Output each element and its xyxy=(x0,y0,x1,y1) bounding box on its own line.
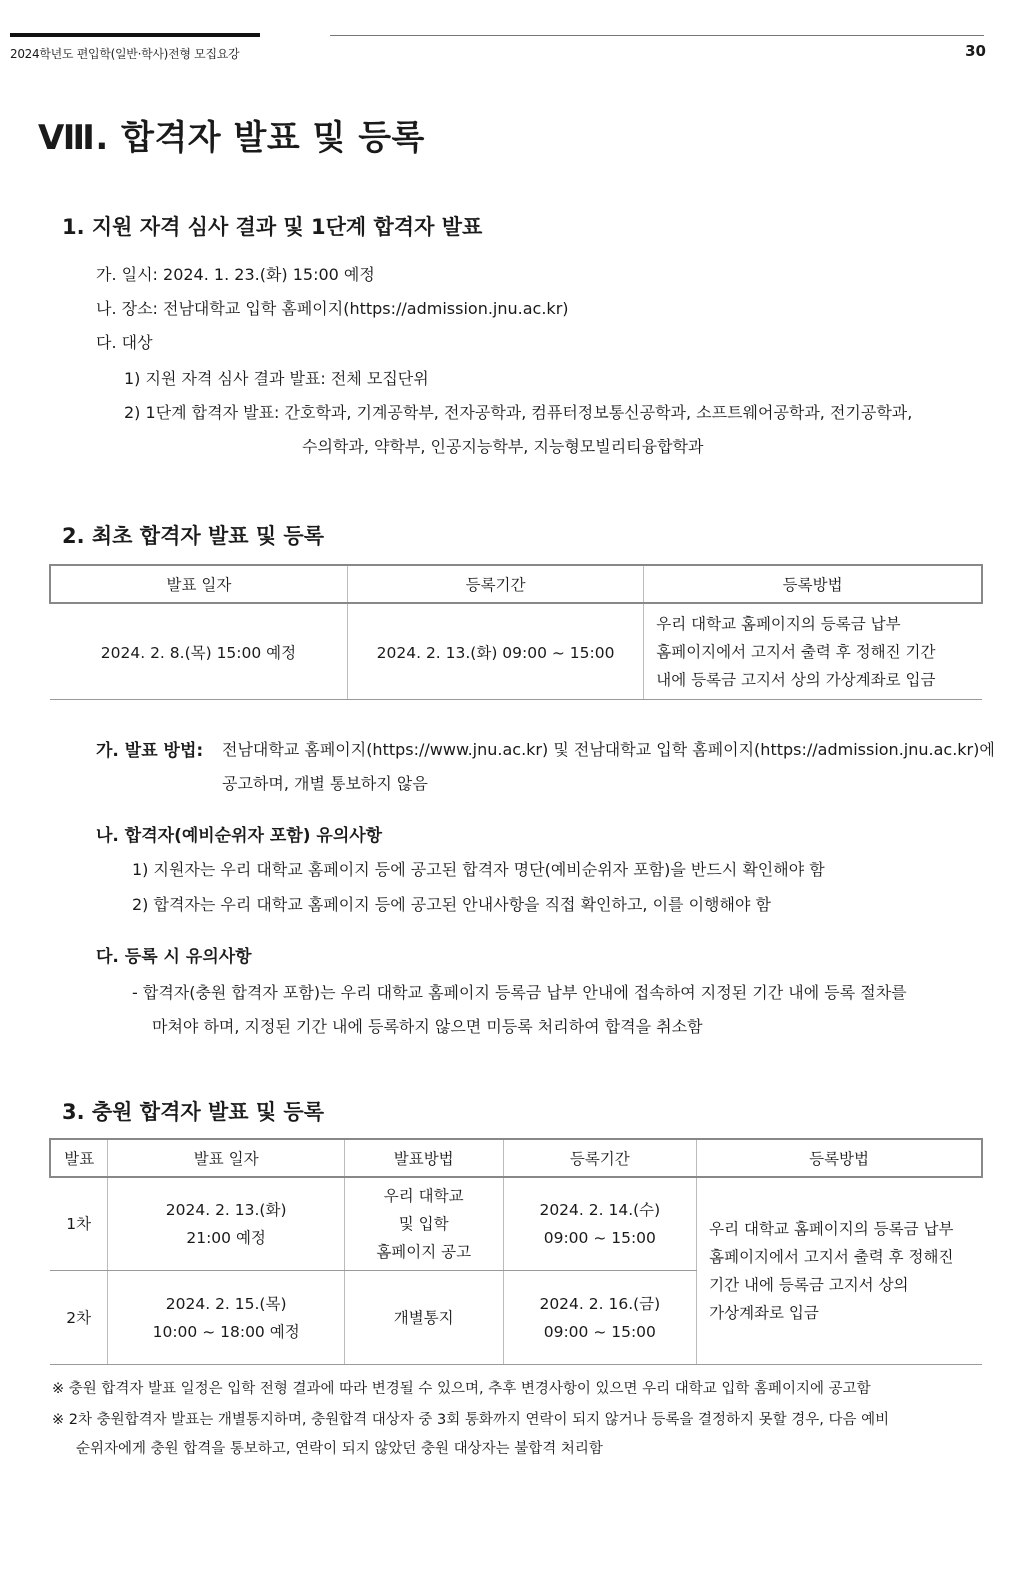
page-number: 30 xyxy=(965,42,986,60)
table-row xyxy=(50,1177,982,1271)
chapter-title: Ⅷ. 합격자 발표 및 등록 xyxy=(38,118,425,158)
section3-title: 3. 충원 합격자 발표 및 등록 xyxy=(62,1100,325,1124)
round-cell: 2차 xyxy=(50,1271,108,1365)
method-line: 홈페이지에서 고지서 출력 후 정해진 xyxy=(709,1248,954,1266)
header-cell: 발표 일자 xyxy=(108,1139,345,1177)
method-line: 및 입학 xyxy=(398,1215,449,1233)
registration-method-cell xyxy=(644,603,982,700)
section1-target-1: 1) 지원 자격 심사 결과 발표: 전체 모집단위 xyxy=(124,369,429,388)
round-cell: 1차 xyxy=(50,1177,108,1271)
announce-method-text-cont: 공고하며, 개별 통보하지 않음 xyxy=(222,774,428,793)
time-line: 09:00 ~ 15:00 xyxy=(543,1229,656,1247)
method-line: 우리 대학교 xyxy=(383,1187,464,1205)
registration-period-cell xyxy=(503,1177,697,1271)
date-line: 2024. 2. 13.(화) xyxy=(165,1201,287,1219)
date-line: 2024. 2. 14.(수) xyxy=(539,1201,661,1219)
method-line: 홈페이지에서 고지서 출력 후 정해진 기간 xyxy=(656,642,936,661)
announce-method-label: 가. 발표 방법: xyxy=(96,741,204,761)
header-cell: 등록방법 xyxy=(697,1139,982,1177)
method-line: 우리 대학교 홈페이지의 등록금 납부 xyxy=(656,614,901,633)
document-title: 2024학년도 편입학(일반·학사)전형 모집요강 xyxy=(10,47,240,61)
method-line: 기간 내에 등록금 고지서 상의 xyxy=(709,1276,909,1294)
notice-item-2: 2) 합격자는 우리 대학교 홈페이지 등에 공고된 안내사항을 직접 확인하고, 이를 이행해야 함 xyxy=(132,895,771,914)
header-cell: 발표 xyxy=(50,1139,108,1177)
announce-date-cell: 2024. 2. 8.(목) 15:00 예정 xyxy=(50,603,347,700)
time-line: 09:00 ~ 15:00 xyxy=(543,1322,656,1341)
section1-target-2-cont: 수의학과, 약학부, 인공지능학부, 지능형모빌리티융합학과 xyxy=(302,437,704,456)
footnote-2: ※ 2차 충원합격자 발표는 개별통지하며, 충원합격 대상자 중 3회 통화까지 연락이 되지 않거나 등록을 결정하지 못할 경우, 다음 예비 xyxy=(52,1412,890,1428)
registration-caution-heading: 다. 등록 시 유의사항 xyxy=(96,947,252,967)
date-line: 2024. 2. 16.(금) xyxy=(539,1294,661,1313)
notice-item-1: 1) 지원자는 우리 대학교 홈페이지 등에 공고된 합격자 명단(예비순위자 포함)을 반드시 확인해야 함 xyxy=(132,860,825,879)
announce-method-text: 전남대학교 홈페이지(https://www.jnu.ac.kr) 및 전남대학교 입학 홈페이지(https://admission.jnu.ac.kr)에 xyxy=(222,740,995,759)
additional-admission-table xyxy=(49,1138,983,1365)
header-cell: 발표방법 xyxy=(344,1139,503,1177)
initial-admission-table xyxy=(49,564,983,700)
registration-caution-text-cont: 마쳐야 하며, 지정된 기간 내에 등록하지 않으면 미등록 처리하여 합격을 취소함 xyxy=(152,1017,703,1036)
method-line: 가상계좌로 입금 xyxy=(709,1304,819,1322)
footnote-1: ※ 충원 합격자 발표 일정은 입학 전형 결과에 따라 변경될 수 있으며, 추후 변경사항이 있으면 우리 대학교 입학 홈페이지에 공고함 xyxy=(52,1381,871,1397)
header-cell: 등록기간 xyxy=(347,565,643,603)
method-line: 내에 등록금 고지서 상의 가상계좌로 입금 xyxy=(656,670,936,689)
header-cell: 발표 일자 xyxy=(50,565,347,603)
section1-title: 1. 지원 자격 심사 결과 및 1단계 합격자 발표 xyxy=(62,215,483,239)
section1-place: 나. 장소: 전남대학교 입학 홈페이지(https://admission.jnu.ac.kr) xyxy=(96,299,569,318)
header-rule-thin xyxy=(330,35,984,36)
date-line: 2024. 2. 15.(목) xyxy=(165,1294,287,1313)
section1-date: 가. 일시: 2024. 1. 23.(화) 15:00 예정 xyxy=(96,265,375,284)
announce-date-cell xyxy=(108,1177,345,1271)
announce-method-cell xyxy=(344,1177,503,1271)
footnote-2-cont: 순위자에게 충원 합격을 통보하고, 연락이 되지 않았던 충원 대상자는 불합격 처리함 xyxy=(76,1441,603,1457)
header-cell: 등록방법 xyxy=(644,565,982,603)
method-line: 개별통지 xyxy=(393,1308,454,1327)
registration-caution-text: - 합격자(충원 합격자 포함)는 우리 대학교 홈페이지 등록금 납부 안내에 접속하여 지정된 기간 내에 등록 절차를 xyxy=(132,983,907,1002)
header-rule-thick xyxy=(10,33,260,37)
announce-method-cell xyxy=(344,1271,503,1365)
section2-title: 2. 최초 합격자 발표 및 등록 xyxy=(62,524,325,548)
header-cell: 등록기간 xyxy=(503,1139,697,1177)
registration-method-cell xyxy=(697,1177,982,1365)
announce-date-cell xyxy=(108,1271,345,1365)
time-line: 10:00 ~ 18:00 예정 xyxy=(152,1322,300,1341)
time-line: 21:00 예정 xyxy=(186,1229,266,1247)
method-line: 홈페이지 공고 xyxy=(376,1243,472,1261)
registration-period-cell: 2024. 2. 13.(화) 09:00 ~ 15:00 xyxy=(347,603,643,700)
registration-period-cell xyxy=(503,1271,697,1365)
notice-heading: 나. 합격자(예비순위자 포함) 유의사항 xyxy=(96,826,383,846)
section1-target-2: 2) 1단계 합격자 발표: 간호학과, 기계공학부, 전자공학과, 컴퓨터정보통신공학과, 소프트웨어공학과, 전기공학과, xyxy=(124,403,913,422)
section1-target-heading: 다. 대상 xyxy=(96,333,153,352)
method-line: 우리 대학교 홈페이지의 등록금 납부 xyxy=(709,1220,954,1238)
table-row xyxy=(50,603,982,700)
